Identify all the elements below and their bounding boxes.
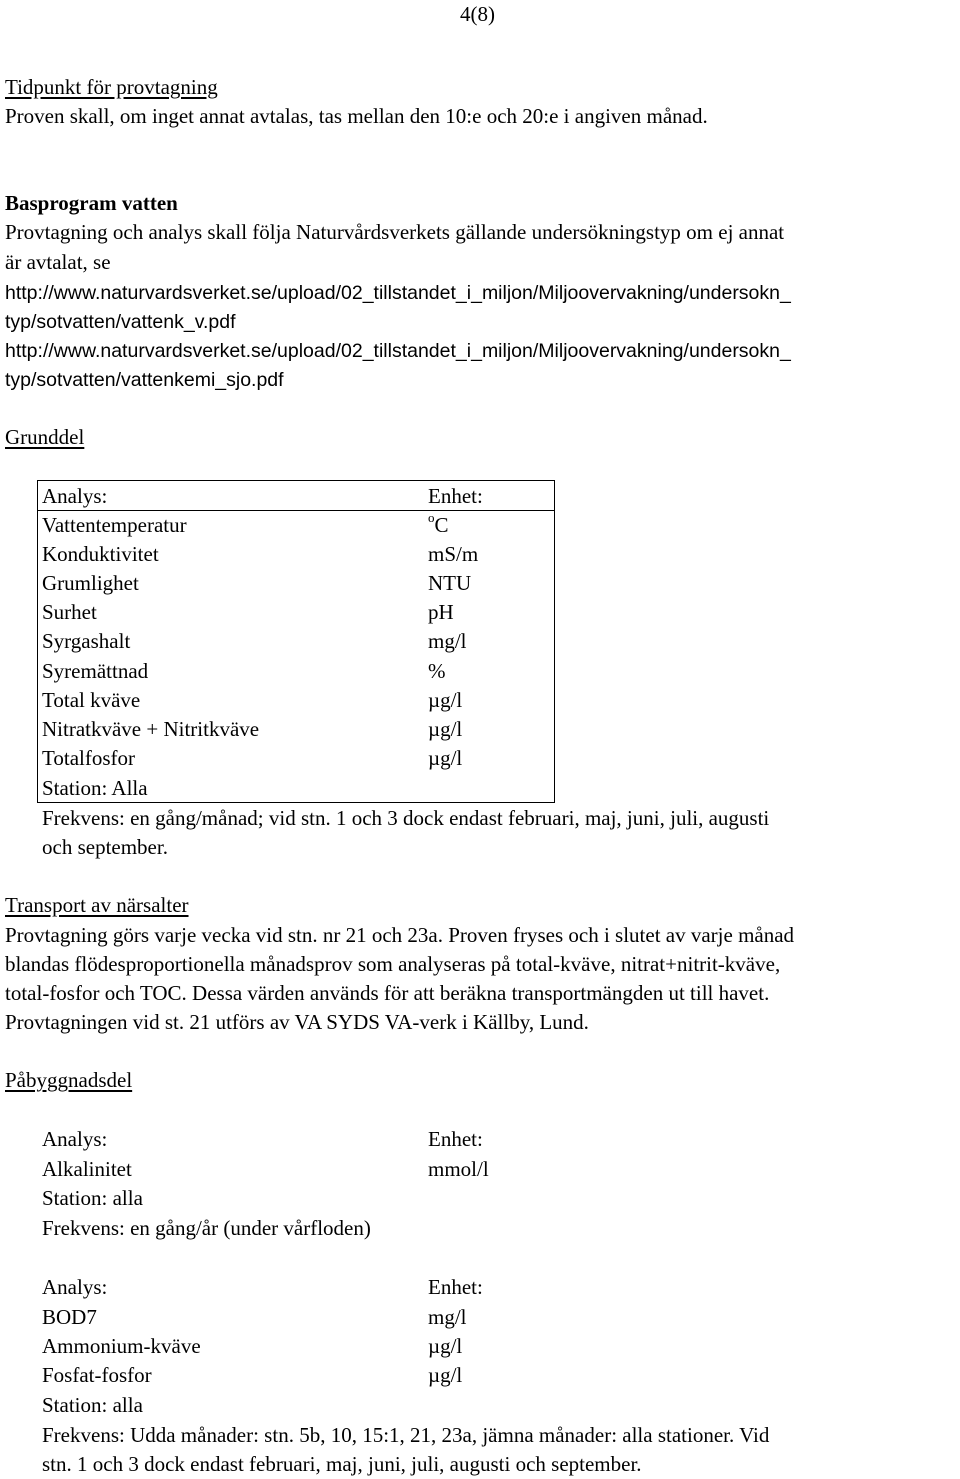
block-frekvens: Frekvens: Udda månader: stn. 5b, 10, 15:1, 21, 23a, jämna månader: alla stationer. Vid <box>42 1423 770 1447</box>
table-cell-enhet: µg/l <box>428 1334 463 1358</box>
transport-text-line: Provtagningen vid st. 21 utförs av VA SYDS VA-verk i Källby, Lund. <box>5 1010 589 1034</box>
degree-superscript: o <box>428 510 435 525</box>
table-cell-enhet: mg/l <box>428 1305 467 1329</box>
table-cell-analys: Ammonium-kväve <box>42 1334 201 1358</box>
table-cell-analys: Surhet <box>42 600 97 624</box>
section-heading-grunddel: Grunddel <box>5 425 85 449</box>
table-cell-enhet: µg/l <box>428 746 463 770</box>
table-cell-analys: Grumlighet <box>42 571 139 595</box>
section-heading-provtagning: Tidpunkt för provtagning <box>5 75 218 99</box>
table-cell-enhet: µg/l <box>428 688 463 712</box>
block-frekvens-cont: stn. 1 och 3 dock endast februari, maj, juni, juli, augusti och september. <box>42 1452 642 1476</box>
table-header-analys: Analys: <box>42 1275 108 1299</box>
table-cell-analys: Konduktivitet <box>42 542 159 566</box>
table-header-analys: Analys: <box>42 1127 108 1151</box>
table-cell-analys: Totalfosfor <box>42 746 136 770</box>
transport-text-line: Provtagning görs varje vecka vid stn. nr 21 och 23a. Proven fryses och i slutet av varje månad <box>5 923 795 947</box>
table-cell-analys: Nitratkväve + Nitritkväve <box>42 717 260 741</box>
table-cell-station: Station: Alla <box>42 776 148 800</box>
naturvardsverket-link-1[interactable] <box>5 279 791 308</box>
section-heading-transport: Transport av närsalter <box>5 893 189 917</box>
table-cell-enhet: mg/l <box>428 629 467 653</box>
table-cell-enhet: µg/l <box>428 717 463 741</box>
transport-text-line: blandas flödesproportionella månadsprov som analyseras på total-kväve, nitrat+nitrit-kväve, <box>5 952 781 976</box>
section-heading-basprogram: Basprogram vatten <box>5 191 178 215</box>
basprogram-text-line: Provtagning och analys skall följa Naturvårdsverkets gällande undersökningstyp om ej annat <box>5 220 785 244</box>
transport-text-line: total-fosfor och TOC. Dessa värden används för att beräkna transportmängden ut till havet. <box>5 981 770 1005</box>
table-cell-enhet: $^o$C <box>428 510 449 537</box>
link-text: http://www.naturvardsverket.se/upload/02_tillstandet_i_miljon/Miljoovervakning/undersokn_ <box>5 282 791 304</box>
table-cell-enhet: pH <box>428 600 454 624</box>
grunddel-frekvens: Frekvens: en gång/månad; vid stn. 1 och 3 dock endast februari, maj, juni, juli, augusti <box>42 806 770 830</box>
naturvardsverket-link-2-cont[interactable] <box>5 366 284 395</box>
link-text: http://www.naturvardsverket.se/upload/02_tillstandet_i_miljon/Miljoovervakning/undersokn_ <box>5 340 791 362</box>
table-header-analys: Analys: <box>42 484 108 508</box>
table-cell-enhet: mS/m <box>428 542 479 566</box>
table-cell-analys: Vattentemperatur <box>42 513 187 537</box>
naturvardsverket-link-1-cont[interactable] <box>5 308 236 337</box>
table-cell-enhet: NTU <box>428 571 472 595</box>
link-text: typ/sotvatten/vattenk_v.pdf <box>5 311 236 333</box>
table-cell-enhet: mmol/l <box>428 1157 489 1181</box>
provtagning-text: Proven skall, om inget annat avtalas, tas mellan den 10:e och 20:e i angiven månad. <box>5 104 708 128</box>
table-cell-station: Station: alla <box>42 1186 143 1210</box>
table-header-enhet: Enhet: <box>428 1127 483 1151</box>
table-cell-analys: Fosfat-fosfor <box>42 1363 152 1387</box>
table-cell-enhet: µg/l <box>428 1363 463 1387</box>
table-cell-analys: Alkalinitet <box>42 1157 132 1181</box>
block-frekvens: Frekvens: en gång/år (under vårfloden) <box>42 1216 371 1240</box>
table-cell-analys: Total kväve <box>42 688 141 712</box>
table-cell-analys: Syremättnad <box>42 659 149 683</box>
table-header-enhet: Enhet: <box>428 1275 483 1299</box>
grunddel-frekvens-cont: och september. <box>42 835 168 859</box>
table-cell-station: Station: alla <box>42 1393 143 1417</box>
table-cell-enhet: % <box>428 659 446 683</box>
table-cell-analys: Syrgashalt <box>42 629 131 653</box>
table-header-enhet: Enhet: <box>428 484 483 508</box>
naturvardsverket-link-2[interactable] <box>5 337 791 366</box>
basprogram-text-line: är avtalat, se <box>5 250 111 274</box>
table-cell-analys: BOD7 <box>42 1305 97 1329</box>
link-text: typ/sotvatten/vattenkemi_sjo.pdf <box>5 369 284 391</box>
section-heading-pabyggnad: Påbyggnadsdel <box>5 1068 133 1092</box>
page-number: 4(8) <box>460 2 495 26</box>
